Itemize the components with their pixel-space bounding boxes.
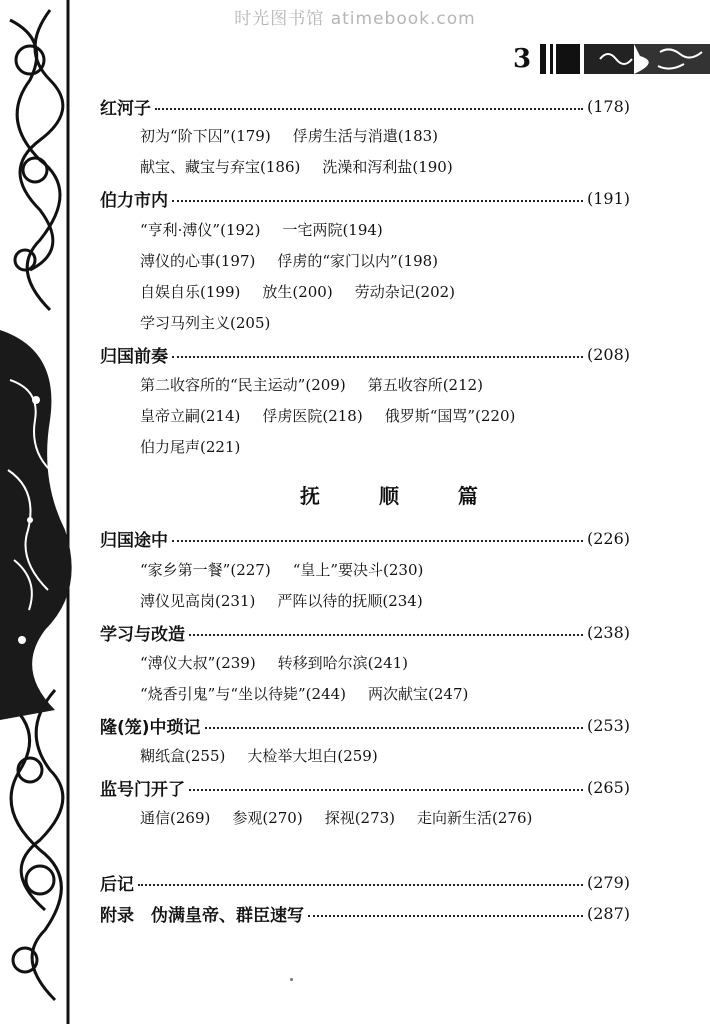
toc-subitem: 参观(270) <box>232 809 303 827</box>
chapter-title: 监号门开了 <box>100 779 185 800</box>
dot-leader <box>189 789 583 791</box>
chapter-title: 附录 伪满皇帝、群臣速写 <box>100 905 304 926</box>
chapter-page: (253) <box>586 715 630 735</box>
toc-subitem: “烧香引鬼”与“坐以待毙”(244) <box>140 685 347 703</box>
toc-subitem: 通信(269) <box>140 809 211 827</box>
toc-subitem: 初为“阶下囚”(179) <box>140 127 271 145</box>
toc-subitem: 溥仪见高岗(231) <box>140 592 256 610</box>
dot-leader <box>189 634 583 636</box>
toc-subitem: 探视(273) <box>324 809 396 827</box>
toc-subitem: 俘虏医院(218) <box>262 407 363 425</box>
toc-subitem: “皇上”要决斗(230) <box>292 561 424 579</box>
toc-entry-hongbanzi <box>100 92 630 120</box>
toc-subitem: 放生(200) <box>262 283 333 301</box>
toc-subitem: 一宅两院(194) <box>282 221 383 239</box>
chapter-title: 归国途中 <box>100 530 168 551</box>
toc-sub-line <box>140 433 262 461</box>
toc-sub-line <box>140 153 475 181</box>
header-ornament <box>540 42 710 76</box>
toc-entry-fulu <box>100 899 630 927</box>
chapter-page: (191) <box>586 188 630 208</box>
chapter-page: (226) <box>586 528 630 548</box>
toc-sub-line <box>140 278 477 306</box>
toc-sub-line <box>140 216 405 244</box>
toc-subitem: 严阵以待的抚顺(234) <box>277 592 423 610</box>
toc-subitem: “家乡第一餐”(227) <box>140 561 271 579</box>
dot-leader <box>205 727 583 729</box>
chapter-page: (279) <box>586 872 630 892</box>
dot-leader <box>172 356 583 358</box>
toc-sub-line <box>140 402 537 430</box>
toc-entry-jianhaomenkaile <box>100 773 630 801</box>
dot-leader <box>155 108 583 110</box>
toc-sub-line <box>140 556 445 584</box>
toc-subitem: 劳动杂记(202) <box>354 283 456 301</box>
toc-sub-line <box>140 804 554 832</box>
toc-sub-line <box>140 680 490 708</box>
chapter-page: (287) <box>586 903 630 923</box>
toc-entry-bolishinei <box>100 184 630 212</box>
toc-sub-line <box>140 309 292 337</box>
toc-sub-line <box>140 742 400 770</box>
page-number: 3 <box>513 44 532 74</box>
dot-leader <box>172 540 583 542</box>
chapter-page: (178) <box>586 96 630 116</box>
toc-subitem: 洗澡和泻利盐(190) <box>322 158 453 176</box>
toc-subitem: 第二收容所的“民主运动”(209) <box>140 376 346 394</box>
watermark: 时光图书馆 atimebook.com <box>234 9 476 29</box>
toc-sub-line <box>140 587 445 615</box>
toc-subitem: 学习马列主义(205) <box>140 314 271 332</box>
chapter-title: 归国前奏 <box>100 346 168 367</box>
toc-sub-line <box>140 247 460 275</box>
toc-subitem: “亨利·溥仪”(192) <box>140 221 261 239</box>
toc-subitem: 两次献宝(247) <box>368 685 469 703</box>
chapter-title: 红河子 <box>100 98 151 119</box>
dot-leader <box>138 884 583 886</box>
toc-subitem: 糊纸盒(255) <box>140 747 226 765</box>
toc-subitem: 溥仪的心事(197) <box>140 252 256 270</box>
toc-subitem: 自娱自乐(199) <box>140 283 241 301</box>
toc-subitem: 献宝、藏宝与弃宝(186) <box>140 158 301 176</box>
dot-leader <box>172 200 583 202</box>
toc-entry-guiguotuzhong <box>100 524 630 552</box>
toc-entry-guiguoqianzou <box>100 340 630 368</box>
toc-subitem: 转移到哈尔滨(241) <box>277 654 409 672</box>
toc-subitem: 俘虏的“家门以内”(198) <box>277 252 439 270</box>
decorative-dragon-border <box>0 0 72 1024</box>
print-speck <box>290 978 293 981</box>
toc-subitem: 皇帝立嗣(214) <box>140 407 241 425</box>
toc-entry-houji <box>100 868 630 896</box>
toc-sub-line <box>140 122 460 150</box>
section-title: 抚 顺 篇 <box>300 484 504 508</box>
toc-sub-line <box>140 649 430 677</box>
toc-subitem: 俘虏生活与消遣(183) <box>292 127 439 145</box>
toc-entry-xuexiyugaizao <box>100 618 630 646</box>
chapter-title: 学习与改造 <box>100 624 185 645</box>
chapter-page: (265) <box>586 777 630 797</box>
toc-entry-longzhongsuoji <box>100 711 630 739</box>
toc-subitem: 伯力尾声(221) <box>140 438 241 456</box>
chapter-title: 后记 <box>100 874 134 895</box>
toc-subitem: 第五收容所(212) <box>367 376 484 394</box>
chapter-page: (238) <box>586 622 630 642</box>
toc-subitem: “溥仪大叔”(239) <box>140 654 256 672</box>
toc-subitem: 走向新生活(276) <box>417 809 533 827</box>
toc-subitem: 俄罗斯“国骂”(220) <box>384 407 516 425</box>
chapter-page: (208) <box>586 344 630 364</box>
toc-sub-line <box>140 371 505 399</box>
chapter-title: 伯力市内 <box>100 190 168 211</box>
chapter-title: 隆(笼)中琐记 <box>100 717 201 738</box>
dot-leader <box>308 915 583 917</box>
toc-subitem: 大检举大坦白(259) <box>247 747 378 765</box>
